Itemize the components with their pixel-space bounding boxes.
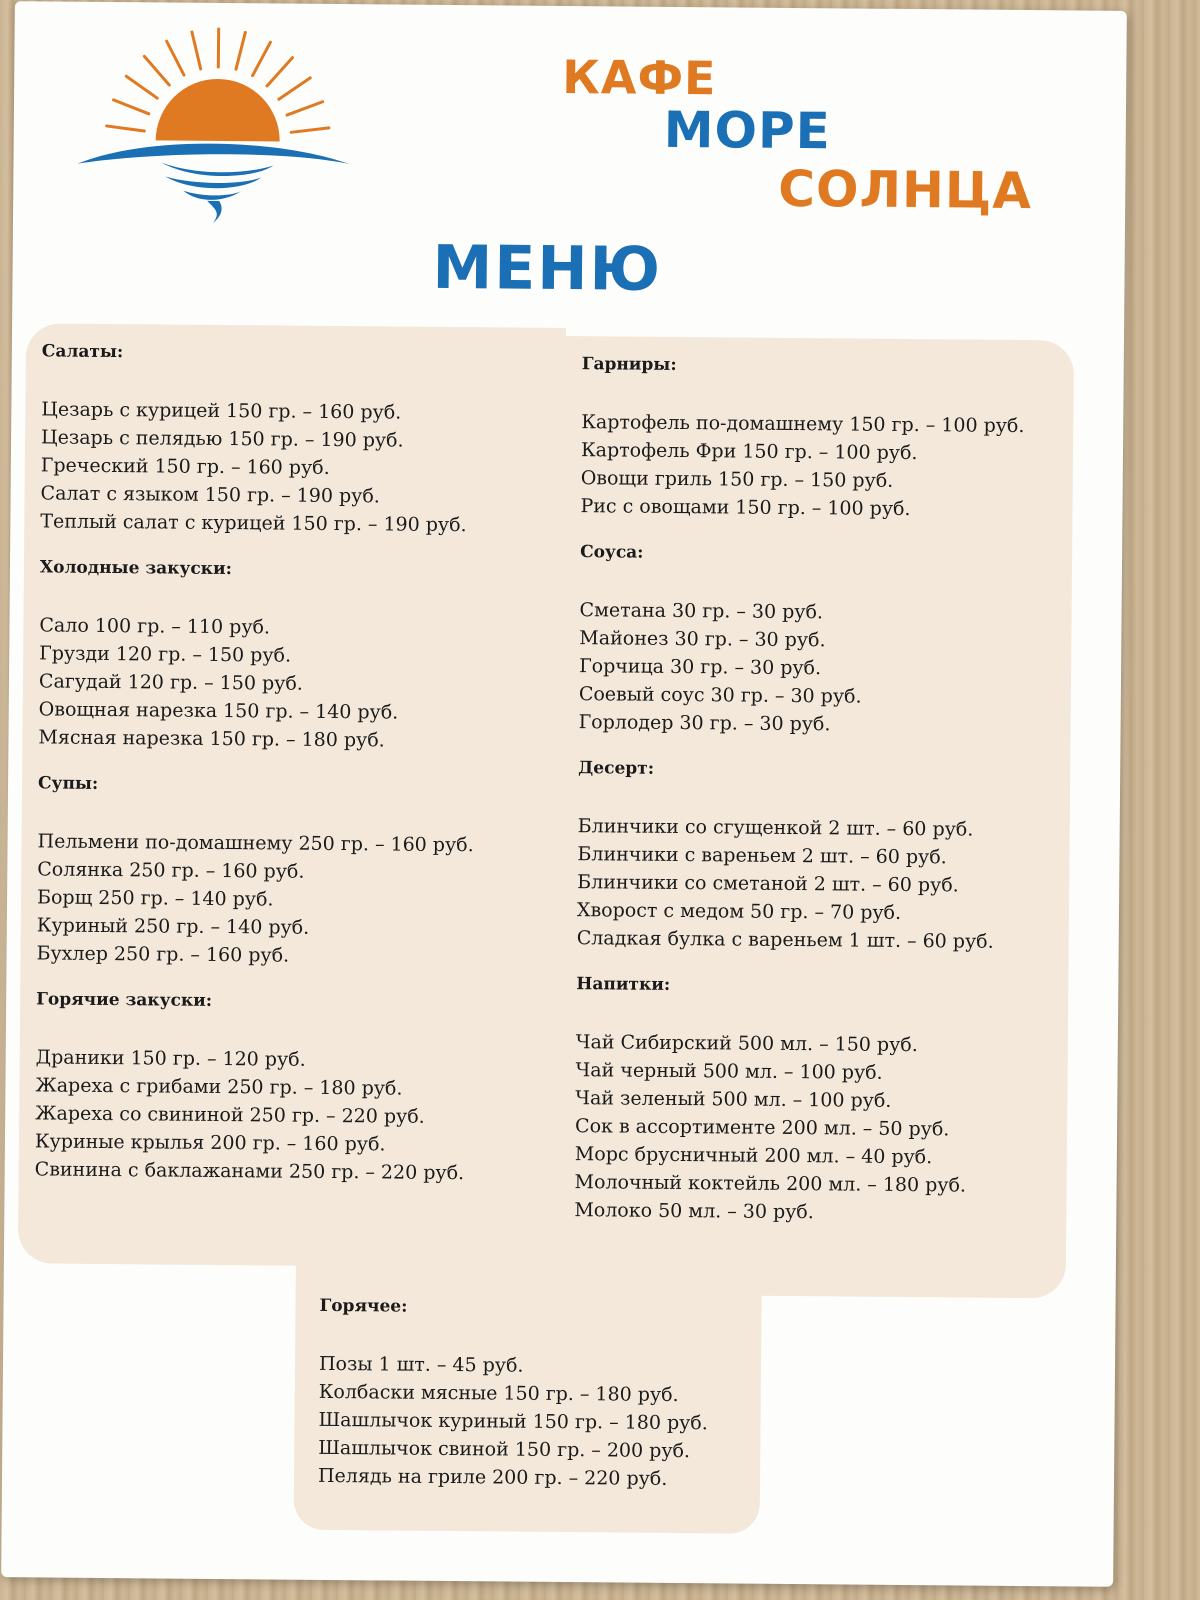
menu-item: Куриные крылья 200 гр. – 160 руб. (34, 1130, 386, 1156)
menu-item: Мясная нарезка 150 гр. – 180 руб. (38, 726, 385, 752)
section-title: Горячее: (319, 1295, 408, 1317)
menu-section (318, 1296, 760, 1494)
menu-column-right (574, 354, 1082, 1250)
menu-item: Блинчики со сметаной 2 шт. – 60 руб. (577, 871, 959, 897)
menu-section (577, 758, 1079, 956)
section-title: Холодные закуски: (39, 557, 232, 580)
menu-section (40, 341, 562, 540)
section-title: Горячие закуски: (36, 989, 213, 1011)
menu-item: Шашлычок куриный 150 гр. – 180 руб. (318, 1408, 708, 1435)
section-title: Салаты: (41, 341, 124, 363)
menu-column-left (34, 341, 562, 1210)
menu-item: Хворост с медом 50 гр. – 70 руб. (576, 899, 902, 924)
menu-item: Молочный коктейль 200 мл. – 180 руб. (574, 1171, 967, 1197)
menu-item: Рис с овощами 150 гр. – 100 руб. (580, 495, 911, 521)
menu-section (38, 557, 560, 756)
menu-item: Соевый соус 30 гр. – 30 руб. (578, 683, 862, 708)
menu-item: Молоко 50 мл. – 30 руб. (574, 1199, 814, 1224)
menu-item: Жареха со свининой 250 гр. – 220 руб. (35, 1102, 425, 1128)
menu-item: Картофель Фри 150 гр. – 100 руб. (580, 439, 918, 465)
section-title: Супы: (37, 773, 99, 794)
sun-over-sea-icon (73, 24, 365, 227)
menu-item: Бухлер 250 гр. – 160 руб. (36, 942, 290, 967)
menu-item: Свинина с баклажанами 250 гр. – 220 руб. (34, 1158, 465, 1185)
menu-item: Чай черный 500 мл. – 100 руб. (575, 1059, 883, 1084)
menu-item: Позы 1 шт. – 45 руб. (318, 1352, 524, 1377)
menu-section (579, 542, 1081, 740)
menu-item: Сладкая булка с вареньем 1 шт. – 60 руб. (576, 927, 994, 953)
section-title: Десерт: (578, 758, 655, 779)
menu-item: Горлодер 30 гр. – 30 руб. (578, 711, 831, 736)
menu-item: Майонез 30 гр. – 30 руб. (579, 627, 826, 652)
menu-item: Овощи гриль 150 гр. – 150 руб. (580, 467, 894, 492)
brand-line-more: МОРЕ (663, 100, 832, 161)
brand-line-solntsa: СОЛНЦА (778, 159, 1033, 221)
menu-item: Пельмени по-домашнему 250 гр. – 160 руб. (37, 830, 474, 857)
menu-item: Блинчики со сгущенкой 2 шт. – 60 руб. (577, 815, 974, 841)
menu-item: Горчица 30 гр. – 30 руб. (579, 655, 822, 680)
menu-item: Сагудай 120 гр. – 150 руб. (38, 670, 303, 695)
menu-item: Чай зеленый 500 мл. – 100 руб. (575, 1087, 892, 1112)
menu-item: Сок в ассортименте 200 мл. – 50 руб. (575, 1115, 950, 1141)
menu-item: Пелядь на гриле 200 гр. – 220 руб. (317, 1464, 668, 1490)
menu-item: Блинчики с вареньем 2 шт. – 60 руб. (577, 843, 947, 869)
menu-item: Сало 100 гр. – 110 руб. (39, 614, 271, 639)
section-title: Гарниры: (581, 354, 677, 375)
menu-item: Колбаски мясные 150 гр. – 180 руб. (318, 1380, 679, 1407)
brand-line-kafe: КАФЕ (562, 49, 717, 106)
menu-section (36, 773, 558, 972)
menu-sheet (1, 1, 1127, 1587)
menu-item: Грузди 120 гр. – 150 руб. (39, 642, 292, 667)
menu-section (574, 974, 1076, 1228)
menu-item: Морс брусничный 200 мл. – 40 руб. (574, 1143, 933, 1169)
menu-section (35, 989, 557, 1188)
menu-title: МЕНЮ (432, 232, 663, 305)
menu-item: Салат с языком 150 гр. – 190 руб. (40, 482, 380, 508)
menu-item: Овощная нарезка 150 гр. – 140 руб. (38, 698, 399, 724)
menu-item: Драники 150 гр. – 120 руб. (35, 1046, 306, 1071)
section-title: Напитки: (576, 974, 671, 995)
menu-item: Греческий 150 гр. – 160 руб. (40, 454, 330, 479)
menu-item: Куриный 250 гр. – 140 руб. (36, 914, 310, 939)
menu-item: Картофель по-домашнему 150 гр. – 100 руб. (581, 411, 1025, 438)
section-title: Соуса: (580, 542, 644, 563)
menu-item: Сметана 30 гр. – 30 руб. (579, 599, 824, 624)
menu-item: Цезарь с пелядью 150 гр. – 190 руб. (40, 426, 404, 452)
menu-item: Теплый салат с курицей 150 гр. – 190 руб. (40, 510, 467, 537)
menu-item: Солянка 250 гр. – 160 руб. (37, 858, 305, 883)
menu-item: Шашлычок свиной 150 гр. – 200 руб. (318, 1436, 691, 1463)
menu-section (580, 354, 1081, 524)
menu-item: Чай Сибирский 500 мл. – 150 руб. (575, 1031, 918, 1057)
menu-item: Жареха с грибами 250 гр. – 180 руб. (35, 1074, 403, 1100)
menu-column-bottom (318, 1296, 760, 1516)
menu-item: Цезарь с курицей 150 гр. – 160 руб. (41, 398, 402, 424)
menu-item: Борщ 250 гр. – 140 руб. (36, 886, 274, 911)
